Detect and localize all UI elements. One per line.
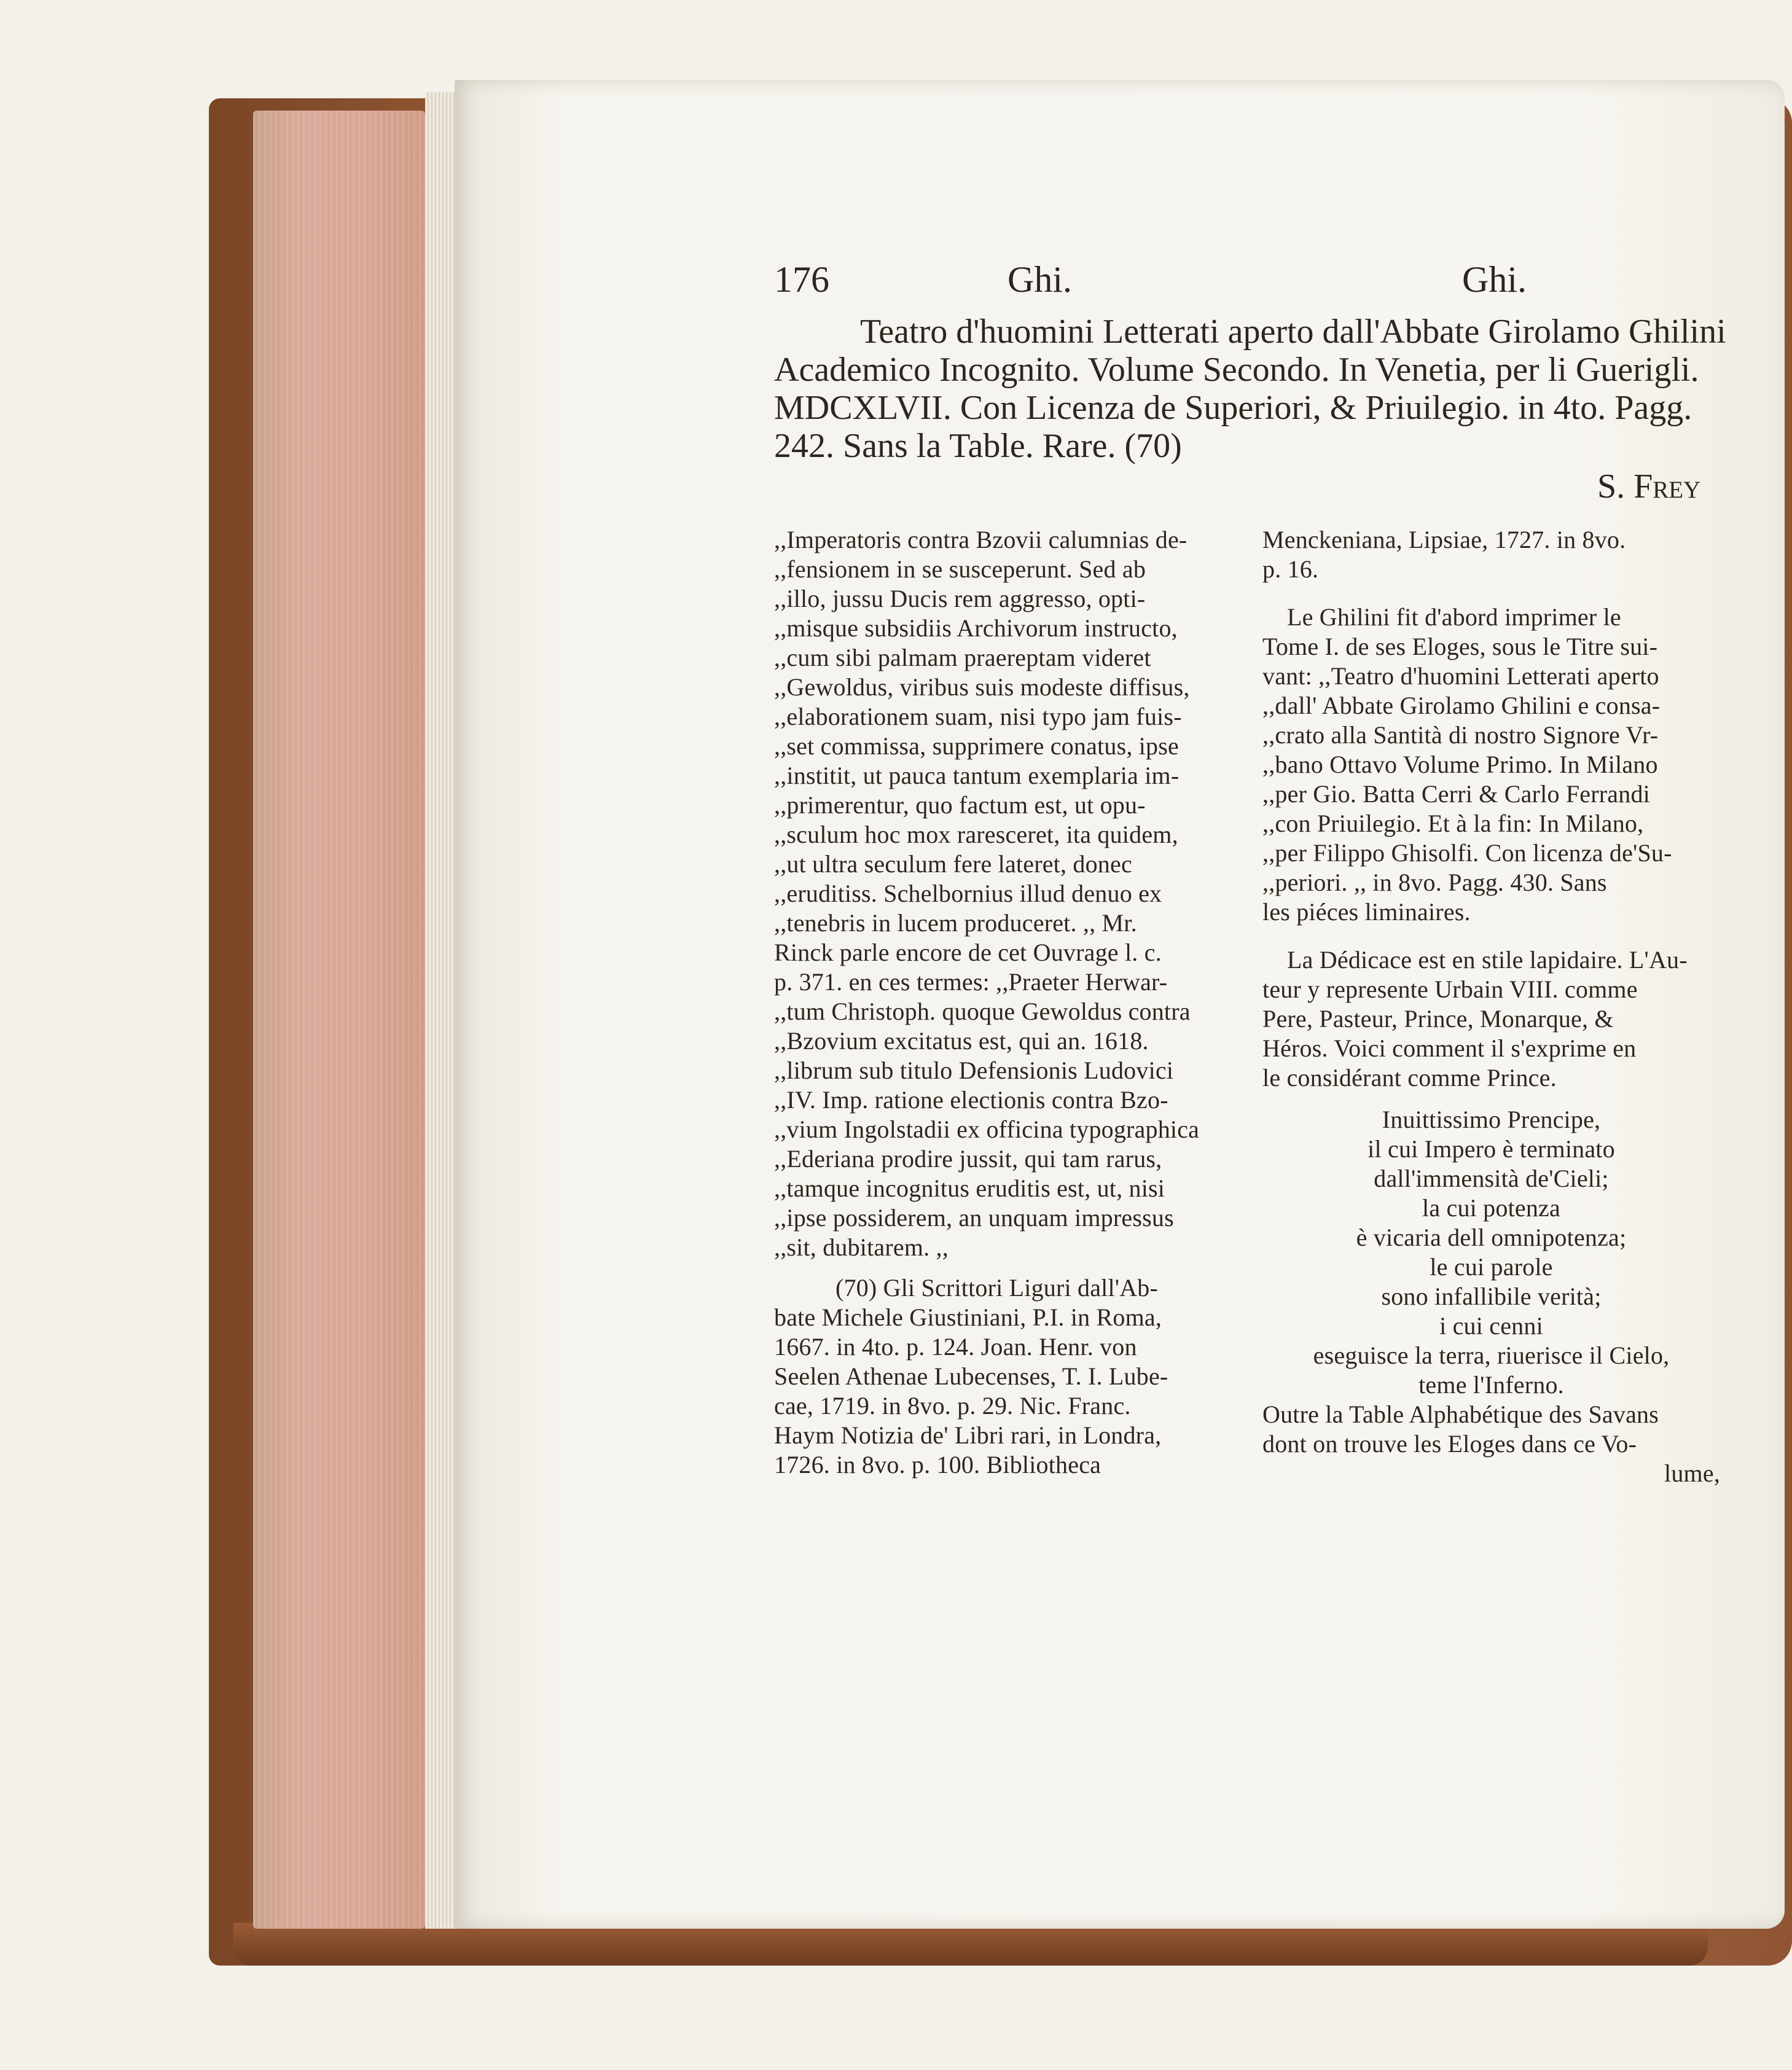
text-line: dont on trouve les Eloges dans ce Vo-: [1262, 1430, 1637, 1458]
text-line: ,,vium Ingolstadii ex officina typographica: [774, 1115, 1200, 1143]
text-line: ,,cum sibi palmam praereptam videret: [774, 644, 1151, 671]
verse-line: i cui cenni: [1439, 1312, 1543, 1340]
text-line: Tome I. de ses Eloges, sous le Titre sui-: [1262, 633, 1658, 660]
text-line: La Dédicace est en stile lapidaire. L'Au-: [1287, 946, 1688, 974]
text-line: ,,sit, dubitarem. ,,: [774, 1233, 949, 1261]
right-column-text: [1262, 525, 1720, 584]
right-column: [1262, 525, 1720, 1488]
verse-quote: [1262, 1105, 1720, 1400]
text-line: ,,Bzovium excitatus est, qui an. 1618.: [774, 1027, 1149, 1055]
text-line: ,,IV. Imp. ratione electionis contra Bzo-: [774, 1086, 1168, 1114]
verse-line: il cui Impero è terminato: [1367, 1135, 1615, 1163]
text-line: le considérant comme Prince.: [1262, 1064, 1557, 1092]
text-line: ,,per Filippo Ghisolfi. Con licenza de'Su-: [1262, 839, 1672, 867]
entry-title-line: MDCXLVII. Con Licenza de Superiori, & Priuilegio. in 4to. Pagg.: [774, 389, 1692, 427]
text-line: p. 16.: [1262, 555, 1319, 583]
text-line: ,,Imperatoris contra Bzovii calumnias de-: [774, 526, 1187, 553]
text-line: ,,set commissa, supprimere conatus, ipse: [774, 732, 1179, 760]
text-line: ,,misque subsidiis Archivorum instructo,: [774, 614, 1178, 642]
page-number: 176: [774, 259, 829, 300]
verse-line: dall'immensità de'Cieli;: [1374, 1165, 1609, 1192]
footnote: [774, 1273, 1247, 1480]
text-line: teur y represente Urbain VIII. comme: [1262, 975, 1638, 1003]
text-line: ,,elaborationem suam, nisi typo jam fuis-: [774, 703, 1182, 730]
left-column: [774, 525, 1247, 1480]
verse-line: sono infallibile verità;: [1381, 1283, 1602, 1310]
text-line: ,,ut ultra seculum fere lateret, donec: [774, 850, 1132, 878]
text-line: ,,sculum hoc mox raresceret, ita quidem,: [774, 821, 1178, 848]
text-line: ,,tenebris in lucem produceret. ,, Mr.: [774, 909, 1137, 937]
text-line: les piéces liminaires.: [1262, 898, 1471, 926]
right-column-text: [1262, 1400, 1720, 1459]
text-line: Le Ghilini fit d'abord imprimer le: [1287, 603, 1621, 631]
footnote-line: 1726. in 8vo. p. 100. Bibliotheca: [774, 1451, 1101, 1478]
verse-line: le cui parole: [1430, 1253, 1553, 1281]
text-line: ,,institit, ut pauca tantum exemplaria im-: [774, 762, 1180, 789]
catchword: lume,: [1664, 1459, 1720, 1487]
text-line: ,,crato alla Santità di nostro Signore Vr-: [1262, 721, 1659, 749]
entry-title-line: 242. Sans la Table. Rare. (70): [774, 427, 1182, 465]
signature: S. Frey: [1597, 467, 1701, 506]
text-line: ,,fensionem in se susceperunt. Sed ab: [774, 555, 1146, 583]
text-line: p. 371. en ces termes: ,,Praeter Herwar-: [774, 968, 1168, 996]
text-line: Héros. Voici comment il s'exprime en: [1262, 1034, 1637, 1062]
book-page: [455, 80, 1785, 1929]
text-line: ,,eruditiss. Schelbornius illud denuo ex: [774, 880, 1162, 907]
running-head-right: Ghi.: [1462, 259, 1527, 300]
verse-line: teme l'Inferno.: [1418, 1371, 1564, 1399]
entry-title-line: Academico Incognito. Volume Secondo. In Venetia, per li Guerigli.: [774, 351, 1699, 389]
verse-line: Inuittissimo Prencipe,: [1382, 1106, 1601, 1133]
footnote-line: cae, 1719. in 8vo. p. 29. Nic. Franc.: [774, 1392, 1131, 1420]
text-line: ,,Gewoldus, viribus suis modeste diffisus,: [774, 673, 1190, 701]
text-line: vant: ,,Teatro d'huomini Letterati aperto: [1262, 662, 1659, 690]
verse-line: è vicaria dell omnipotenza;: [1356, 1224, 1627, 1251]
running-head-left: Ghi.: [1008, 259, 1072, 300]
right-column-text: [1262, 603, 1720, 927]
text-line: Rinck parle encore de cet Ouvrage l. c.: [774, 939, 1162, 966]
text-line: ,,bano Ottavo Volume Primo. In Milano: [1262, 751, 1658, 778]
entry-title-line: Teatro d'huomini Letterati aperto dall'Abbate Girolamo Ghilini: [860, 313, 1726, 351]
footnote-line: Seelen Athenae Lubecenses, T. I. Lube-: [774, 1362, 1168, 1390]
footnote-line: bate Michele Giustiniani, P.I. in Roma,: [774, 1303, 1162, 1331]
footnote-line: Haym Notizia de' Libri rari, in Londra,: [774, 1421, 1162, 1449]
text-line: Outre la Table Alphabétique des Savans: [1262, 1400, 1659, 1428]
left-column-text: [774, 525, 1247, 1262]
red-sprinkled-page-edge: [253, 111, 425, 1929]
text-line: ,,illo, jussu Ducis rem aggresso, opti-: [774, 585, 1146, 612]
entry-title: [774, 312, 1757, 464]
text-line: ,,Ederiana prodire jussit, qui tam rarus,: [774, 1145, 1162, 1173]
footnote-line: 1667. in 4to. p. 124. Joan. Henr. von: [774, 1333, 1137, 1361]
text-line: ,,tum Christoph. quoque Gewoldus contra: [774, 998, 1191, 1025]
right-column-text: [1262, 945, 1720, 1093]
text-line: ,,primerentur, quo factum est, ut opu-: [774, 791, 1146, 819]
text-line: ,,con Priuilegio. Et à la fin: In Milano,: [1262, 810, 1644, 837]
text-line: Menckeniana, Lipsiae, 1727. in 8vo.: [1262, 526, 1626, 553]
footnote-line: (70) Gli Scrittori Liguri dall'Ab-: [835, 1274, 1159, 1302]
text-line: Pere, Pasteur, Prince, Monarque, &: [1262, 1005, 1614, 1033]
text-line: ,,periori. ,, in 8vo. Pagg. 430. Sans: [1262, 869, 1607, 896]
text-line: ,,per Gio. Batta Cerri & Carlo Ferrandi: [1262, 780, 1650, 808]
text-line: ,,librum sub titulo Defensionis Ludovici: [774, 1056, 1174, 1084]
cover-bottom-edge: [233, 1923, 1708, 1966]
text-line: ,,dall' Abbate Girolamo Ghilini e consa-: [1262, 692, 1661, 719]
verse-line: la cui potenza: [1422, 1194, 1560, 1222]
text-line: ,,ipse possiderem, an unquam impressus: [774, 1204, 1174, 1232]
text-line: ,,tamque incognitus eruditis est, ut, nisi: [774, 1174, 1165, 1202]
verse-line: eseguisce la terra, riuerisce il Cielo,: [1313, 1342, 1670, 1369]
